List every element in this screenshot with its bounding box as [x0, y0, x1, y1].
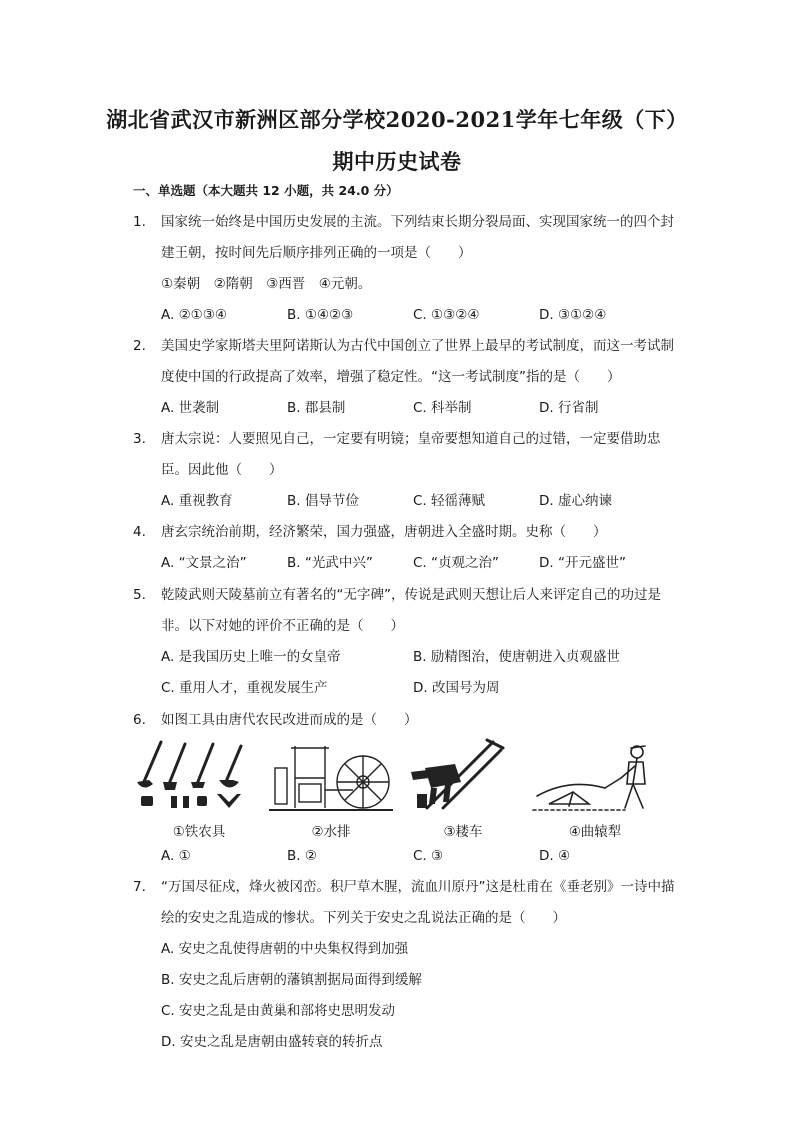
- question-number: 2.: [133, 338, 146, 354]
- question-6-options: [133, 841, 678, 872]
- question-7: [133, 872, 678, 1058]
- question-number: 4.: [133, 524, 146, 540]
- option-c[interactable]: C. 重用人才，重视发展生产: [161, 680, 328, 696]
- options-row: [161, 548, 678, 579]
- option-b[interactable]: B. 安史之乱后唐朝的藩镇割据局面得到缓解: [161, 972, 422, 988]
- question-1: [133, 207, 678, 331]
- exam-title-line2: 期中历史试卷: [332, 149, 462, 174]
- option-b[interactable]: B. ②: [287, 848, 317, 864]
- seed-drill-icon: [397, 738, 529, 818]
- figure-caption: ③耧车: [443, 824, 483, 840]
- option-a[interactable]: A. 世袭制: [161, 400, 220, 416]
- curved-plough-icon: [529, 738, 661, 818]
- option-a[interactable]: A. ②①③④: [161, 307, 227, 323]
- question-3: [133, 424, 678, 517]
- question-items: ①秦朝 ②隋朝 ③西晋 ④元朝。: [161, 276, 372, 292]
- question-stem: 唐太宗说：人要照见自己，一定要有明镜；皇帝要想知道自己的过错，一定要借助忠臣。因此他（ ）: [161, 431, 661, 478]
- question-stem: 美国史学家斯塔夫里阿诺斯认为古代中国创立了世界上最早的考试制度，而这一考试制度使中国的行政提高了效率，增强了稳定性。“这一考试制度”指的是（ ）: [161, 338, 674, 385]
- exam-title-line1: 湖北省武汉市新洲区部分学校2020-2021学年七年级（下）: [106, 107, 688, 132]
- question-stem: 唐玄宗统治前期，经济繁荣，国力强盛，唐朝进入全盛时期。史称（ ）: [161, 524, 607, 540]
- question-number: 1.: [133, 214, 146, 230]
- figure-caption: ④曲辕犁: [568, 824, 622, 840]
- option-c[interactable]: C. “贞观之治”: [413, 555, 499, 571]
- figure-caption: ②水排: [311, 824, 351, 840]
- question-number: 3.: [133, 431, 146, 447]
- question-stem: 如图工具由唐代农民改进而成的是（ ）: [161, 712, 418, 728]
- option-c[interactable]: C. 轻徭薄赋: [413, 493, 486, 509]
- options-row: [161, 486, 678, 517]
- option-d[interactable]: D. 虚心纳谏: [539, 493, 612, 509]
- question-5: [133, 580, 678, 704]
- question-stem: 国家统一始终是中国历史发展的主流。下列结束长期分裂局面、实现国家统一的四个封建王朝，按时间先后顺序排列正确的一项是（ ）: [161, 214, 674, 261]
- options-row: [161, 300, 678, 331]
- figure-seed-drill: [397, 738, 529, 840]
- option-a[interactable]: A. ①: [161, 848, 191, 864]
- option-b[interactable]: B. 郡县制: [287, 400, 346, 416]
- option-a[interactable]: A. 重视教育: [161, 493, 233, 509]
- figure-water-bellows: [265, 738, 397, 840]
- iron-tools-icon: [133, 738, 265, 818]
- options-row: [161, 841, 678, 872]
- options-row: [161, 393, 678, 424]
- option-b[interactable]: B. 倡导节俭: [287, 493, 359, 509]
- question-4: [133, 517, 678, 579]
- question-number: 5.: [133, 587, 146, 603]
- question-stem: 乾陵武则天陵墓前立有著名的“无字碑”，传说是武则天想让后人来评定自己的功过是非。以下对她的评价不正确的是（ ）: [161, 587, 661, 634]
- option-c[interactable]: C. ①③②④: [413, 307, 480, 323]
- figure-iron-tools: [133, 738, 265, 840]
- option-a[interactable]: A. “文景之治”: [161, 555, 247, 571]
- options-row: [161, 673, 678, 704]
- question-number: 6.: [133, 712, 146, 728]
- question-number: 7.: [133, 879, 146, 895]
- question-6: [133, 705, 678, 736]
- figure-curved-plough: [529, 738, 661, 840]
- option-d[interactable]: D. 行省制: [539, 400, 599, 416]
- question-stem: “万国尽征戍，烽火被冈峦。积尸草木腥，流血川原丹”这是杜甫在《垂老别》一诗中描绘的安史之乱造成的惨状。下列关于安史之乱说法正确的是（ ）: [161, 879, 675, 926]
- figure-row: [133, 738, 663, 840]
- option-c[interactable]: C. ③: [413, 848, 444, 864]
- option-d[interactable]: D. 安史之乱是唐朝由盛转衰的转折点: [161, 1034, 383, 1050]
- option-c[interactable]: C. 安史之乱是由黄巢和部将史思明发动: [161, 1003, 396, 1019]
- option-d[interactable]: D. ③①②④: [539, 307, 607, 323]
- figure-caption: ①铁农具: [172, 824, 226, 840]
- option-d[interactable]: D. “开元盛世”: [539, 555, 626, 571]
- option-d[interactable]: D. ④: [539, 848, 571, 864]
- water-bellows-icon: [265, 738, 397, 818]
- options-row: [161, 642, 678, 673]
- option-b[interactable]: B. 励精图治，使唐朝进入贞观盛世: [413, 649, 620, 665]
- option-c[interactable]: C. 科举制: [413, 400, 472, 416]
- option-b[interactable]: B. “光武中兴”: [287, 555, 373, 571]
- option-b[interactable]: B. ①④②③: [287, 307, 354, 323]
- section-heading: 一、单选题（本大题共 12 小题，共 24.0 分）: [133, 183, 399, 198]
- option-a[interactable]: A. 是我国历史上唯一的女皇帝: [161, 649, 341, 665]
- option-d[interactable]: D. 改国号为周: [413, 680, 500, 696]
- question-2: [133, 331, 678, 424]
- option-a[interactable]: A. 安史之乱使得唐朝的中央集权得到加强: [161, 941, 409, 957]
